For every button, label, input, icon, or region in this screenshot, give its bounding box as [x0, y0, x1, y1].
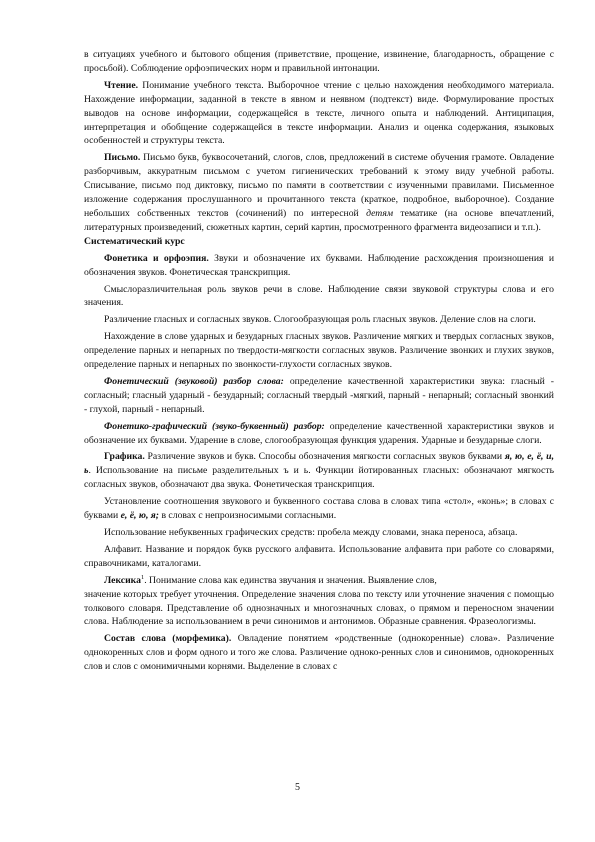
paragraph-reading: Чтение. Понимание учебного текста. Выборочное чтение с целью нахождения необходимого материала. Нахождение информации, заданной в тексте в явном и неявном (подтекст) виде. Формулирование простых выводов на основе информации, содержащейся в тексте, личного опыта и наблюдений. Антиципация, интерпретация и обобщение содержащейся в тексте информации. Анализ и оценка содержания, языковых особенностей и структуры текста.	[84, 79, 554, 147]
paragraph-lexicon: Лексика$^1$. Понимание слова как единства звучания и значения. Выявление слов,	[104, 573, 437, 586]
section-title: Систематический курс	[84, 235, 185, 247]
paragraph-heading: Фонетика и орфоэпия.	[104, 252, 209, 264]
paragraph-lexicon-continued: значение которых требует уточнения. Определение значения слова по тексту или уточнение значения с помощью толкового словаря. Представление об однозначных и многозначных словах, о прямом и переносном значении слова. Наблюдение за использованием в речи синонимов и антонимов. Образные сравнения. Фразеологизмы.	[84, 588, 554, 628]
paragraph-phonetics: Фонетика и орфоэпия. Звуки и обозначение их буквами. Наблюдение расхождения произношения и обозначения звуков. Фонетическая транскрипция.	[84, 252, 555, 278]
paragraph-continuation: в ситуациях учебного и бытового общения (приветствие, прощение, извинение, благодарность, обращение с просьбой). Соблюдение орфоэпических норм и правильной интонации.	[84, 49, 554, 74]
paragraph-graphic-analysis: Фонетико-графический (звуко-буквенный) разбор: определение качественной характеристики звуков и обозначение их буквами. Ударение в слове, слогообразующая функция ударения. Ударные и безударные слоги.	[84, 420, 555, 446]
page-number: 5	[295, 782, 300, 793]
paragraph-heading: Фонетический (звуковой) разбор слова:	[104, 375, 284, 387]
paragraph-vowels-consonants: Различение гласных и согласных звуков. Слогообразующая роль гласных звуков. Деление слов на слоги.	[104, 314, 536, 326]
paragraph-phonetic-analysis: Фонетический (звуковой) разбор слова: определение качественной характеристики звука: гласный - согласный; гласный ударный - безударный; согласный твердый -мягкий, парный - непарный; согласный звонкий - глухой, парный - непарный.	[84, 375, 554, 415]
paragraph-heading: Графика.	[104, 451, 145, 463]
paragraph-heading: Письмо.	[104, 152, 141, 164]
paragraph-sound-letter-ratio: Установление соотношения звукового и буквенного состава слова в словах типа «стол», «конь»; в словах с буквами е, ё, ю, я; в словах с непроизносимыми согласными.	[84, 496, 554, 522]
page-body	[84, 48, 554, 674]
paragraph-non-letter-means: Использование небуквенных графических средств: пробела между словами, знака переноса, абзаца.	[104, 527, 518, 538]
paragraph-graphics: Графика. Различение звуков и букв. Способы обозначения мягкости согласных звуков буквами я, ю, е, ё, и, ь. Использование на письме разделительных ъ и ь. Функции йотированных гласных: обозначают мягкость согласных звуков, обозначают два звука. Фонетическая транскрипция.	[84, 451, 554, 491]
paragraph-heading: Состав слова (морфемика).	[104, 633, 232, 645]
paragraph-writing: Письмо. Письмо букв, буквосочетаний, слогов, слов, предложений в системе обучения грамоте. Овладение разборчивым, аккуратным письмом с учетом гигиенических требований к этому виду учебной работы. Списывание, письмо под диктовку, письмо по памяти в соответствии с изученными правилами. Письменное изложение содержания прослушанного и прочитанного текста (краткое, подробное, выборочное). Создание небольших собственных текстов (сочинений) по интересной детям тематике (на основе впечатлений, литературных произведений, сюжетных картин, серий картин, просмотренного фрагмента видеозаписи и т.п.).	[84, 152, 554, 233]
paragraph-heading: Чтение.	[104, 79, 139, 91]
paragraph-sound-meaning: Смыслоразличительная роль звуков речи в слове. Наблюдение связи звуковой структуры слова и его значения.	[84, 283, 554, 309]
paragraph-heading: Фонетико-графический (звуко-буквенный) разбор:	[104, 420, 325, 432]
paragraph-heading: Лексика	[104, 574, 141, 586]
paragraph-morphemics: Состав слова (морфемика). Овладение понятием «родственные (однокоренные) слова». Различение однокоренных слов и форм одного и того же слова. Различение одноко-ренных слов и синонимов, однокоренных слов и слов с омонимичными корнями. Выделение в словах с	[84, 633, 554, 673]
paragraph-alphabet: Алфавит. Название и порядок букв русского алфавита. Использование алфавита при работе со словарями, справочниками, каталогами.	[84, 543, 554, 569]
paragraph-stress: Нахождение в слове ударных и безударных гласных звуков. Различение мягких и твердых согласных звуков, определение парных и непарных по твердости-мягкости согласных звуков. Различение звонких и глухих звуков, определение парных и непарных по звонкости-глухости согласных звуков.	[84, 331, 554, 371]
footnote-marker: 1	[140, 573, 145, 581]
